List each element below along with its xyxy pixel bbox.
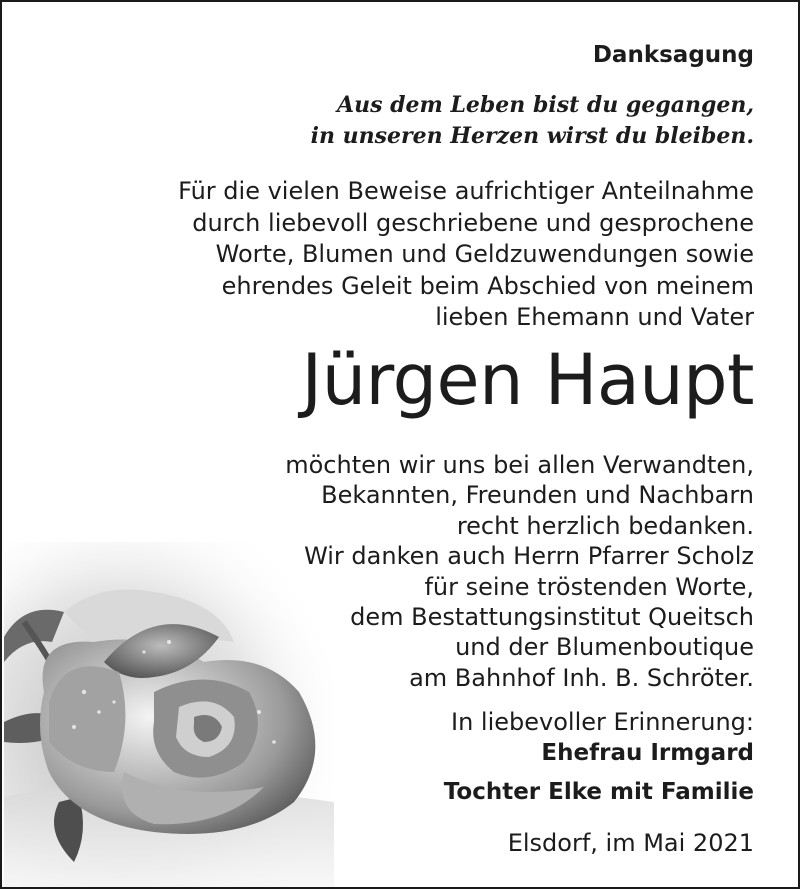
intro-line: lieben Ehemann und Vater [435, 303, 754, 332]
thanks-line: Bekannten, Freunden und Nachbarn [321, 481, 754, 510]
thanks-line: für seine tröstenden Worte, [424, 572, 754, 601]
thanks-line: recht herzlich bedanken. [456, 511, 754, 540]
thanks-line: möchten wir uns bei allen Verwandten, [285, 451, 754, 479]
intro-line: Für die vielen Beweise aufrichtiger Anteilnahme [178, 177, 754, 205]
signatory-wife: Ehefrau Irmgard [541, 740, 754, 766]
signatory-daughter: Tochter Elke mit Familie [443, 779, 754, 805]
heading: Danksagung [592, 42, 754, 68]
motto [311, 90, 754, 152]
intro-line: Worte, Blumen und Geldzuwendungen sowie [215, 240, 754, 269]
intro-text [178, 176, 754, 334]
remembrance-label: In liebevoller Erinnerung: [451, 708, 754, 736]
thanks-line: Wir danken auch Herrn Pfarrer Scholz [304, 542, 754, 571]
place-date: Elsdorf, im Mai 2021 [507, 829, 754, 857]
intro-line: durch liebevoll geschriebene und gesprochene [192, 208, 754, 237]
deceased-name: Jürgen Haupt [301, 339, 754, 421]
thanks-line: dem Bestattungsinstitut Queitsch [350, 603, 754, 632]
intro-line: ehrendes Geleit beim Abschied von meinem [221, 271, 754, 300]
thanks-line: und der Blumenboutique [455, 633, 754, 662]
motto-line: Aus dem Leben bist du gegangen, [337, 92, 754, 118]
motto-line: in unseren Herzen wirst du bleiben. [310, 123, 754, 149]
thanks-text [285, 450, 754, 693]
thanks-line: am Bahnhof Inh. B. Schröter. [409, 663, 754, 692]
